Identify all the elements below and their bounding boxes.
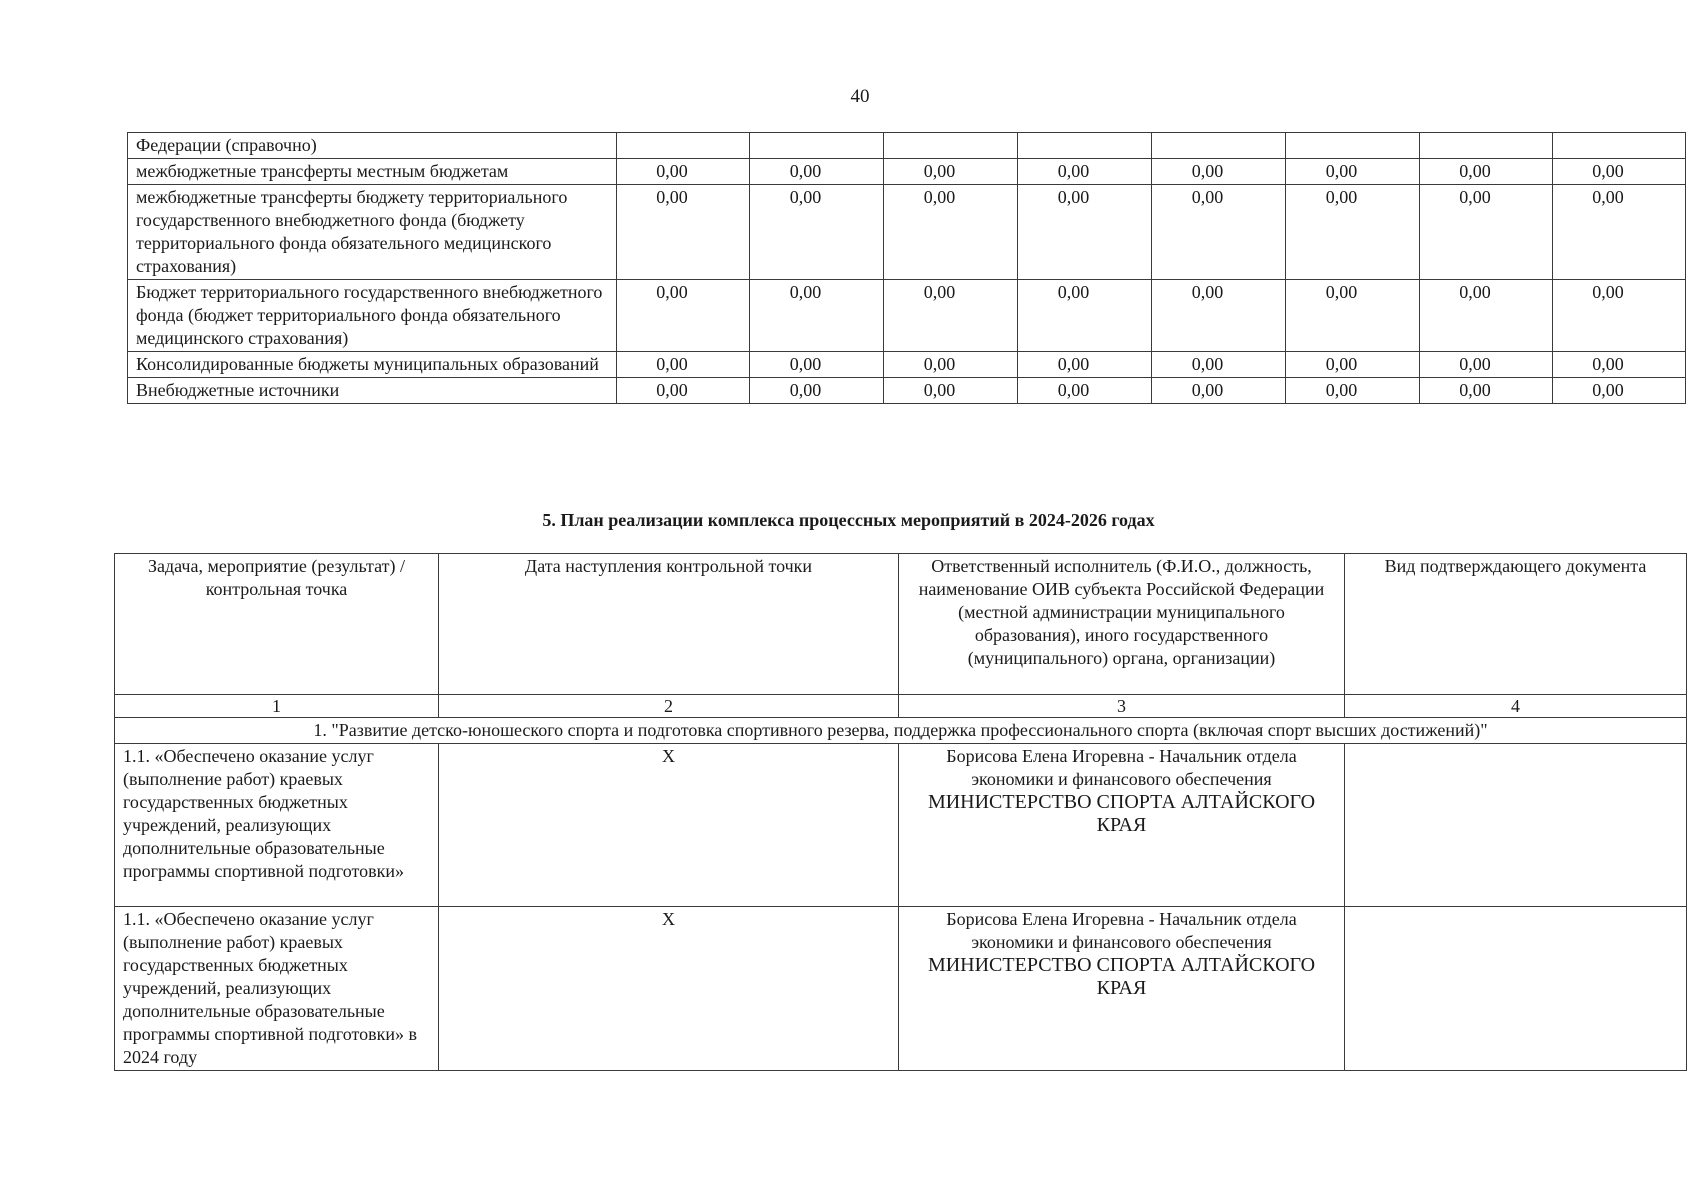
executor-organization: МИНИСТЕРСТВО СПОРТА АЛТАЙСКОГО КРАЯ [927, 954, 1316, 999]
budget-value-cell: 0,00 [1420, 378, 1553, 404]
budget-value-cell [1553, 133, 1686, 159]
task-title: 1. "Развитие детско-юношеского спорта и подготовка спортивного резерва, поддержка профессионального спорта (включая спорт высших достижений)" [115, 718, 1687, 744]
date-cell: Х [439, 907, 899, 1071]
budget-value-cell: 0,00 [750, 352, 884, 378]
budget-row [128, 185, 1686, 280]
column-number-row [115, 695, 1687, 718]
budget-row-label: Внебюджетные источники [128, 378, 617, 404]
budget-table-body [128, 133, 1686, 404]
budget-value-cell: 0,00 [1018, 378, 1152, 404]
budget-value-cell: 0,00 [884, 378, 1018, 404]
header-executor: Ответственный исполнитель (Ф.И.О., должность, наименование ОИВ субъекта Российской Федерации (местной администрации муниципального образования), иного государственного (муниципального) органа, организации) [899, 554, 1345, 695]
budget-value-cell: 0,00 [884, 185, 1018, 280]
budget-value-cell: 0,00 [1420, 159, 1553, 185]
column-number: 2 [439, 695, 899, 718]
budget-value-cell: 0,00 [1018, 352, 1152, 378]
budget-row-label: Федерации (справочно) [128, 133, 617, 159]
plan-table [114, 553, 1687, 1071]
document-cell [1345, 907, 1687, 1071]
budget-value-cell [617, 133, 750, 159]
budget-value-cell: 0,00 [617, 352, 750, 378]
budget-value-cell: 0,00 [884, 159, 1018, 185]
budget-row-label: межбюджетные трансферты местным бюджетам [128, 159, 617, 185]
budget-value-cell: 0,00 [1152, 280, 1286, 352]
budget-value-cell: 0,00 [1286, 159, 1420, 185]
budget-value-cell [884, 133, 1018, 159]
budget-row [128, 378, 1686, 404]
column-number: 4 [1345, 695, 1687, 718]
budget-row [128, 159, 1686, 185]
budget-value-cell: 0,00 [1018, 280, 1152, 352]
budget-value-cell: 0,00 [1420, 352, 1553, 378]
budget-value-cell: 0,00 [1286, 352, 1420, 378]
budget-table [127, 132, 1686, 404]
budget-value-cell: 0,00 [884, 352, 1018, 378]
budget-row [128, 280, 1686, 352]
budget-value-cell: 0,00 [1018, 185, 1152, 280]
budget-value-cell: 0,00 [750, 280, 884, 352]
task-title-row [115, 718, 1687, 744]
budget-value-cell: 0,00 [884, 280, 1018, 352]
budget-value-cell: 0,00 [617, 185, 750, 280]
task-cell: 1.1. «Обеспечено оказание услуг (выполнение работ) краевых государственных бюджетных учреждений, реализующих дополнительные образовательные программы спортивной подготовки» в 2024 году [115, 907, 439, 1071]
budget-value-cell [1420, 133, 1553, 159]
budget-row-label: Консолидированные бюджеты муниципальных образований [128, 352, 617, 378]
header-date: Дата наступления контрольной точки [439, 554, 899, 695]
table-row [115, 907, 1687, 1071]
section-title: 5. План реализации комплекса процессных мероприятий в 2024-2026 годах [542, 510, 1155, 530]
budget-value-cell: 0,00 [750, 159, 884, 185]
budget-value-cell: 0,00 [1553, 185, 1686, 280]
budget-value-cell: 0,00 [1152, 352, 1286, 378]
plan-header-row [115, 554, 1687, 695]
budget-value-cell: 0,00 [1553, 280, 1686, 352]
budget-value-cell: 0,00 [617, 378, 750, 404]
executor-cell [899, 907, 1345, 1071]
budget-value-cell: 0,00 [1018, 159, 1152, 185]
budget-value-cell: 0,00 [617, 280, 750, 352]
budget-value-cell: 0,00 [1152, 159, 1286, 185]
page-number: 40 [850, 86, 870, 107]
budget-value-cell: 0,00 [1553, 378, 1686, 404]
budget-value-cell: 0,00 [1152, 185, 1286, 280]
executor-cell [899, 744, 1345, 907]
budget-value-cell [1286, 133, 1420, 159]
column-number: 3 [899, 695, 1345, 718]
executor-name: Борисова Елена Игоревна - Начальник отдела экономики и финансового обеспечения [946, 746, 1297, 789]
budget-value-cell: 0,00 [1286, 185, 1420, 280]
budget-value-cell: 0,00 [750, 185, 884, 280]
table-row [115, 744, 1687, 907]
budget-value-cell: 0,00 [1286, 280, 1420, 352]
budget-value-cell: 0,00 [617, 159, 750, 185]
executor-organization: МИНИСТЕРСТВО СПОРТА АЛТАЙСКОГО КРАЯ [927, 791, 1316, 836]
budget-value-cell [1152, 133, 1286, 159]
budget-value-cell: 0,00 [750, 378, 884, 404]
budget-value-cell: 0,00 [1420, 280, 1553, 352]
budget-value-cell: 0,00 [1553, 159, 1686, 185]
column-number: 1 [115, 695, 439, 718]
budget-value-cell: 0,00 [1420, 185, 1553, 280]
budget-value-cell: 0,00 [1553, 352, 1686, 378]
budget-value-cell [750, 133, 884, 159]
header-task: Задача, мероприятие (результат) / контрольная точка [115, 554, 439, 695]
budget-row-label: межбюджетные трансферты бюджету территориального государственного внебюджетного фонда (бюджету территориального фонда обязательного медицинского страхования) [128, 185, 617, 280]
header-document: Вид подтверждающего документа [1345, 554, 1687, 695]
budget-value-cell: 0,00 [1286, 378, 1420, 404]
budget-row [128, 133, 1686, 159]
date-cell: Х [439, 744, 899, 907]
budget-value-cell [1018, 133, 1152, 159]
task-cell: 1.1. «Обеспечено оказание услуг (выполнение работ) краевых государственных бюджетных учреждений, реализующих дополнительные образовательные программы спортивной подготовки» [115, 744, 439, 907]
executor-name: Борисова Елена Игоревна - Начальник отдела экономики и финансового обеспечения [946, 909, 1297, 952]
budget-value-cell: 0,00 [1152, 378, 1286, 404]
budget-row [128, 352, 1686, 378]
budget-row-label: Бюджет территориального государственного внебюджетного фонда (бюджет территориального фонда обязательного медицинского страхования) [128, 280, 617, 352]
document-cell [1345, 744, 1687, 907]
